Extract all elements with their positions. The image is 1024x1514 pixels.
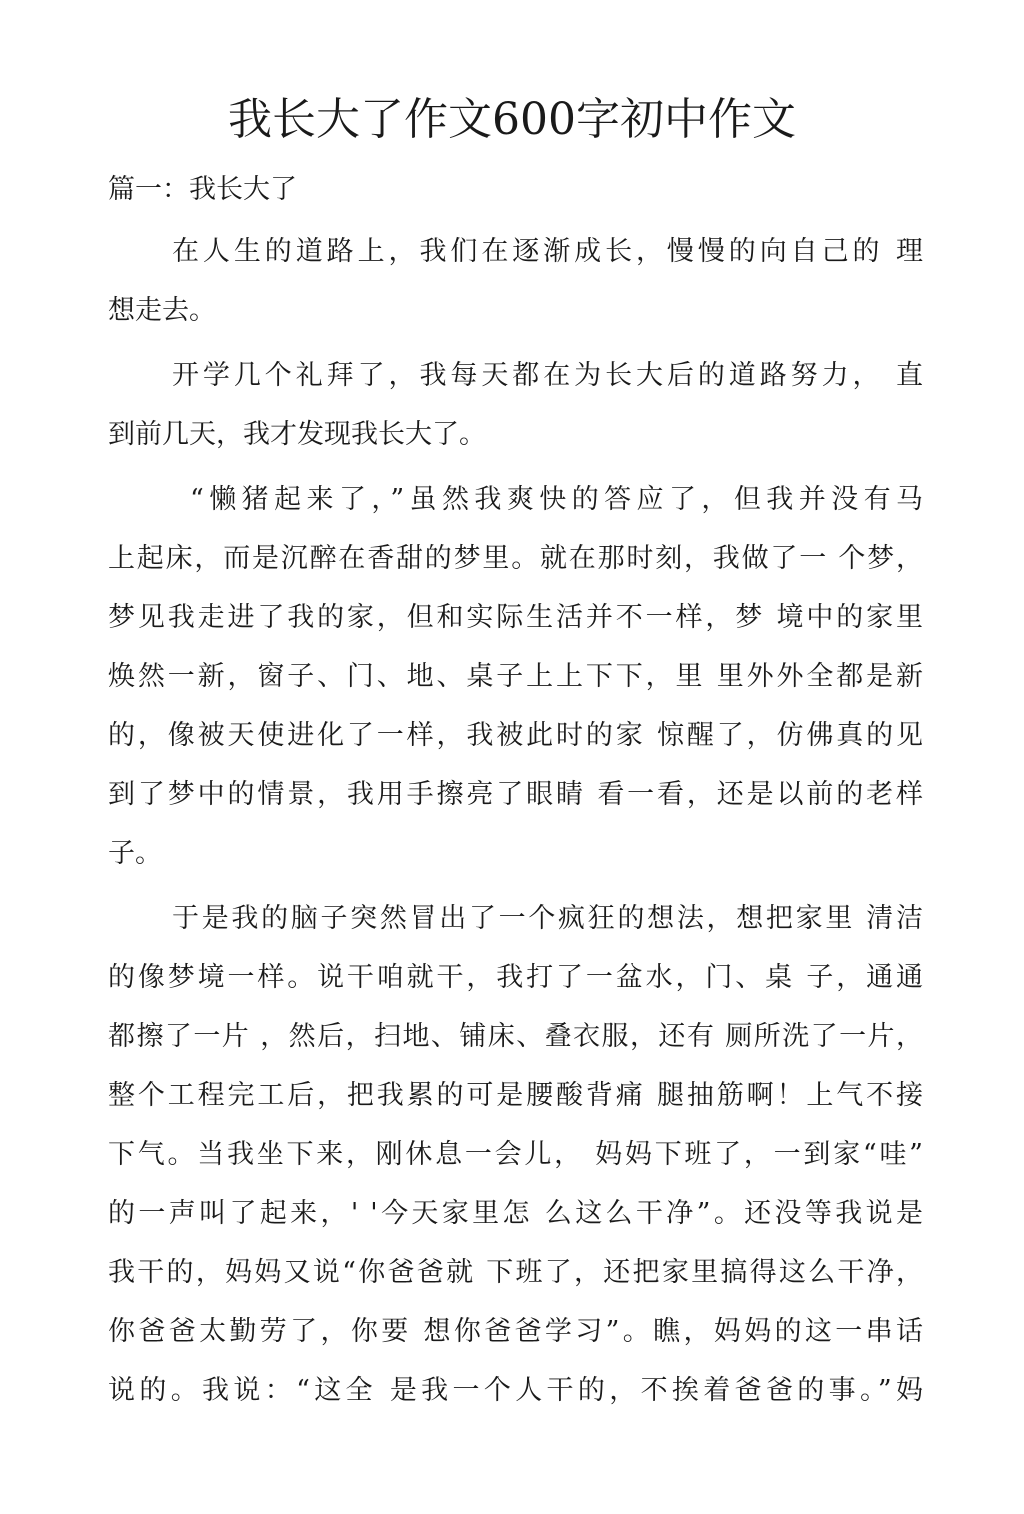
paragraph-3-line: 到了梦中的情景，我用手擦亮了眼睛 看一看，还是以前的老样 bbox=[108, 779, 923, 810]
section-heading: 篇一：我长大了 bbox=[108, 174, 297, 205]
paragraph-4-line: 的一声叫了起来，' '今天家里怎 么这么干净”。还没等我说是 bbox=[108, 1198, 923, 1229]
paragraph-3-line: 焕然一新，窗子、门、地、桌子上上下下，里 里外外全都是新 bbox=[108, 661, 923, 692]
paragraph-4-line: 我干的，妈妈又说“你爸爸就 下班了，还把家里搞得这么干净， bbox=[108, 1257, 923, 1288]
paragraph-3-line: 上起床，而是沉醉在香甜的梦里。就在那时刻，我做了一 个梦， bbox=[108, 543, 923, 574]
paragraph-4-line: 整个工程完工后，把我累的可是腰酸背痛 腿抽筋啊！上气不接 bbox=[108, 1080, 923, 1111]
paragraph-4-line: 于是我的脑子突然冒出了一个疯狂的想法，想把家里 清洁 bbox=[172, 903, 923, 934]
paragraph-4-line: 下气。当我坐下来，刚休息一会儿， 妈妈下班了，一到家“哇” bbox=[108, 1139, 923, 1170]
paragraph-3-line: 的，像被天使进化了一样，我被此时的家 惊醒了，仿佛真的见 bbox=[108, 720, 923, 751]
paragraph-4-line: 你爸爸太勤劳了，你要 想你爸爸学习”。瞧，妈妈的这一串话 bbox=[108, 1316, 923, 1347]
paragraph-3-line: 子。 bbox=[108, 838, 162, 869]
paragraph-4-line: 的像梦境一样。说干咱就干，我打了一盆水，门、桌 子，通通 bbox=[108, 962, 923, 993]
paragraph-2-line: 开学几个礼拜了，我每天都在为长大后的道路努力， 直 bbox=[172, 360, 923, 391]
paragraph-2-line: 到前几天，我才发现我长大了。 bbox=[108, 419, 486, 450]
paragraph-4-line: 都擦了一片 ，然后，扫地、铺床、叠衣服，还有 厕所洗了一片， bbox=[108, 1021, 923, 1052]
paragraph-1-line: 在人生的道路上，我们在逐渐成长，慢慢的向自己的 理 bbox=[172, 236, 923, 267]
paragraph-3-line: “懒猪起来了，”虽然我爽快的答应了，但我并没有马 bbox=[190, 484, 923, 515]
paragraph-3-line: 梦见我走进了我的家，但和实际生活并不一样，梦 境中的家里 bbox=[108, 602, 923, 633]
document-title: 我长大了作文600字初中作文 bbox=[228, 94, 796, 145]
document-body bbox=[108, 222, 923, 1420]
paragraph-1-line: 想走去。 bbox=[108, 295, 216, 326]
paragraph-4-line: 说的。我说：“这全 是我一个人干的，不挨着爸爸的事。”妈 bbox=[108, 1375, 923, 1406]
